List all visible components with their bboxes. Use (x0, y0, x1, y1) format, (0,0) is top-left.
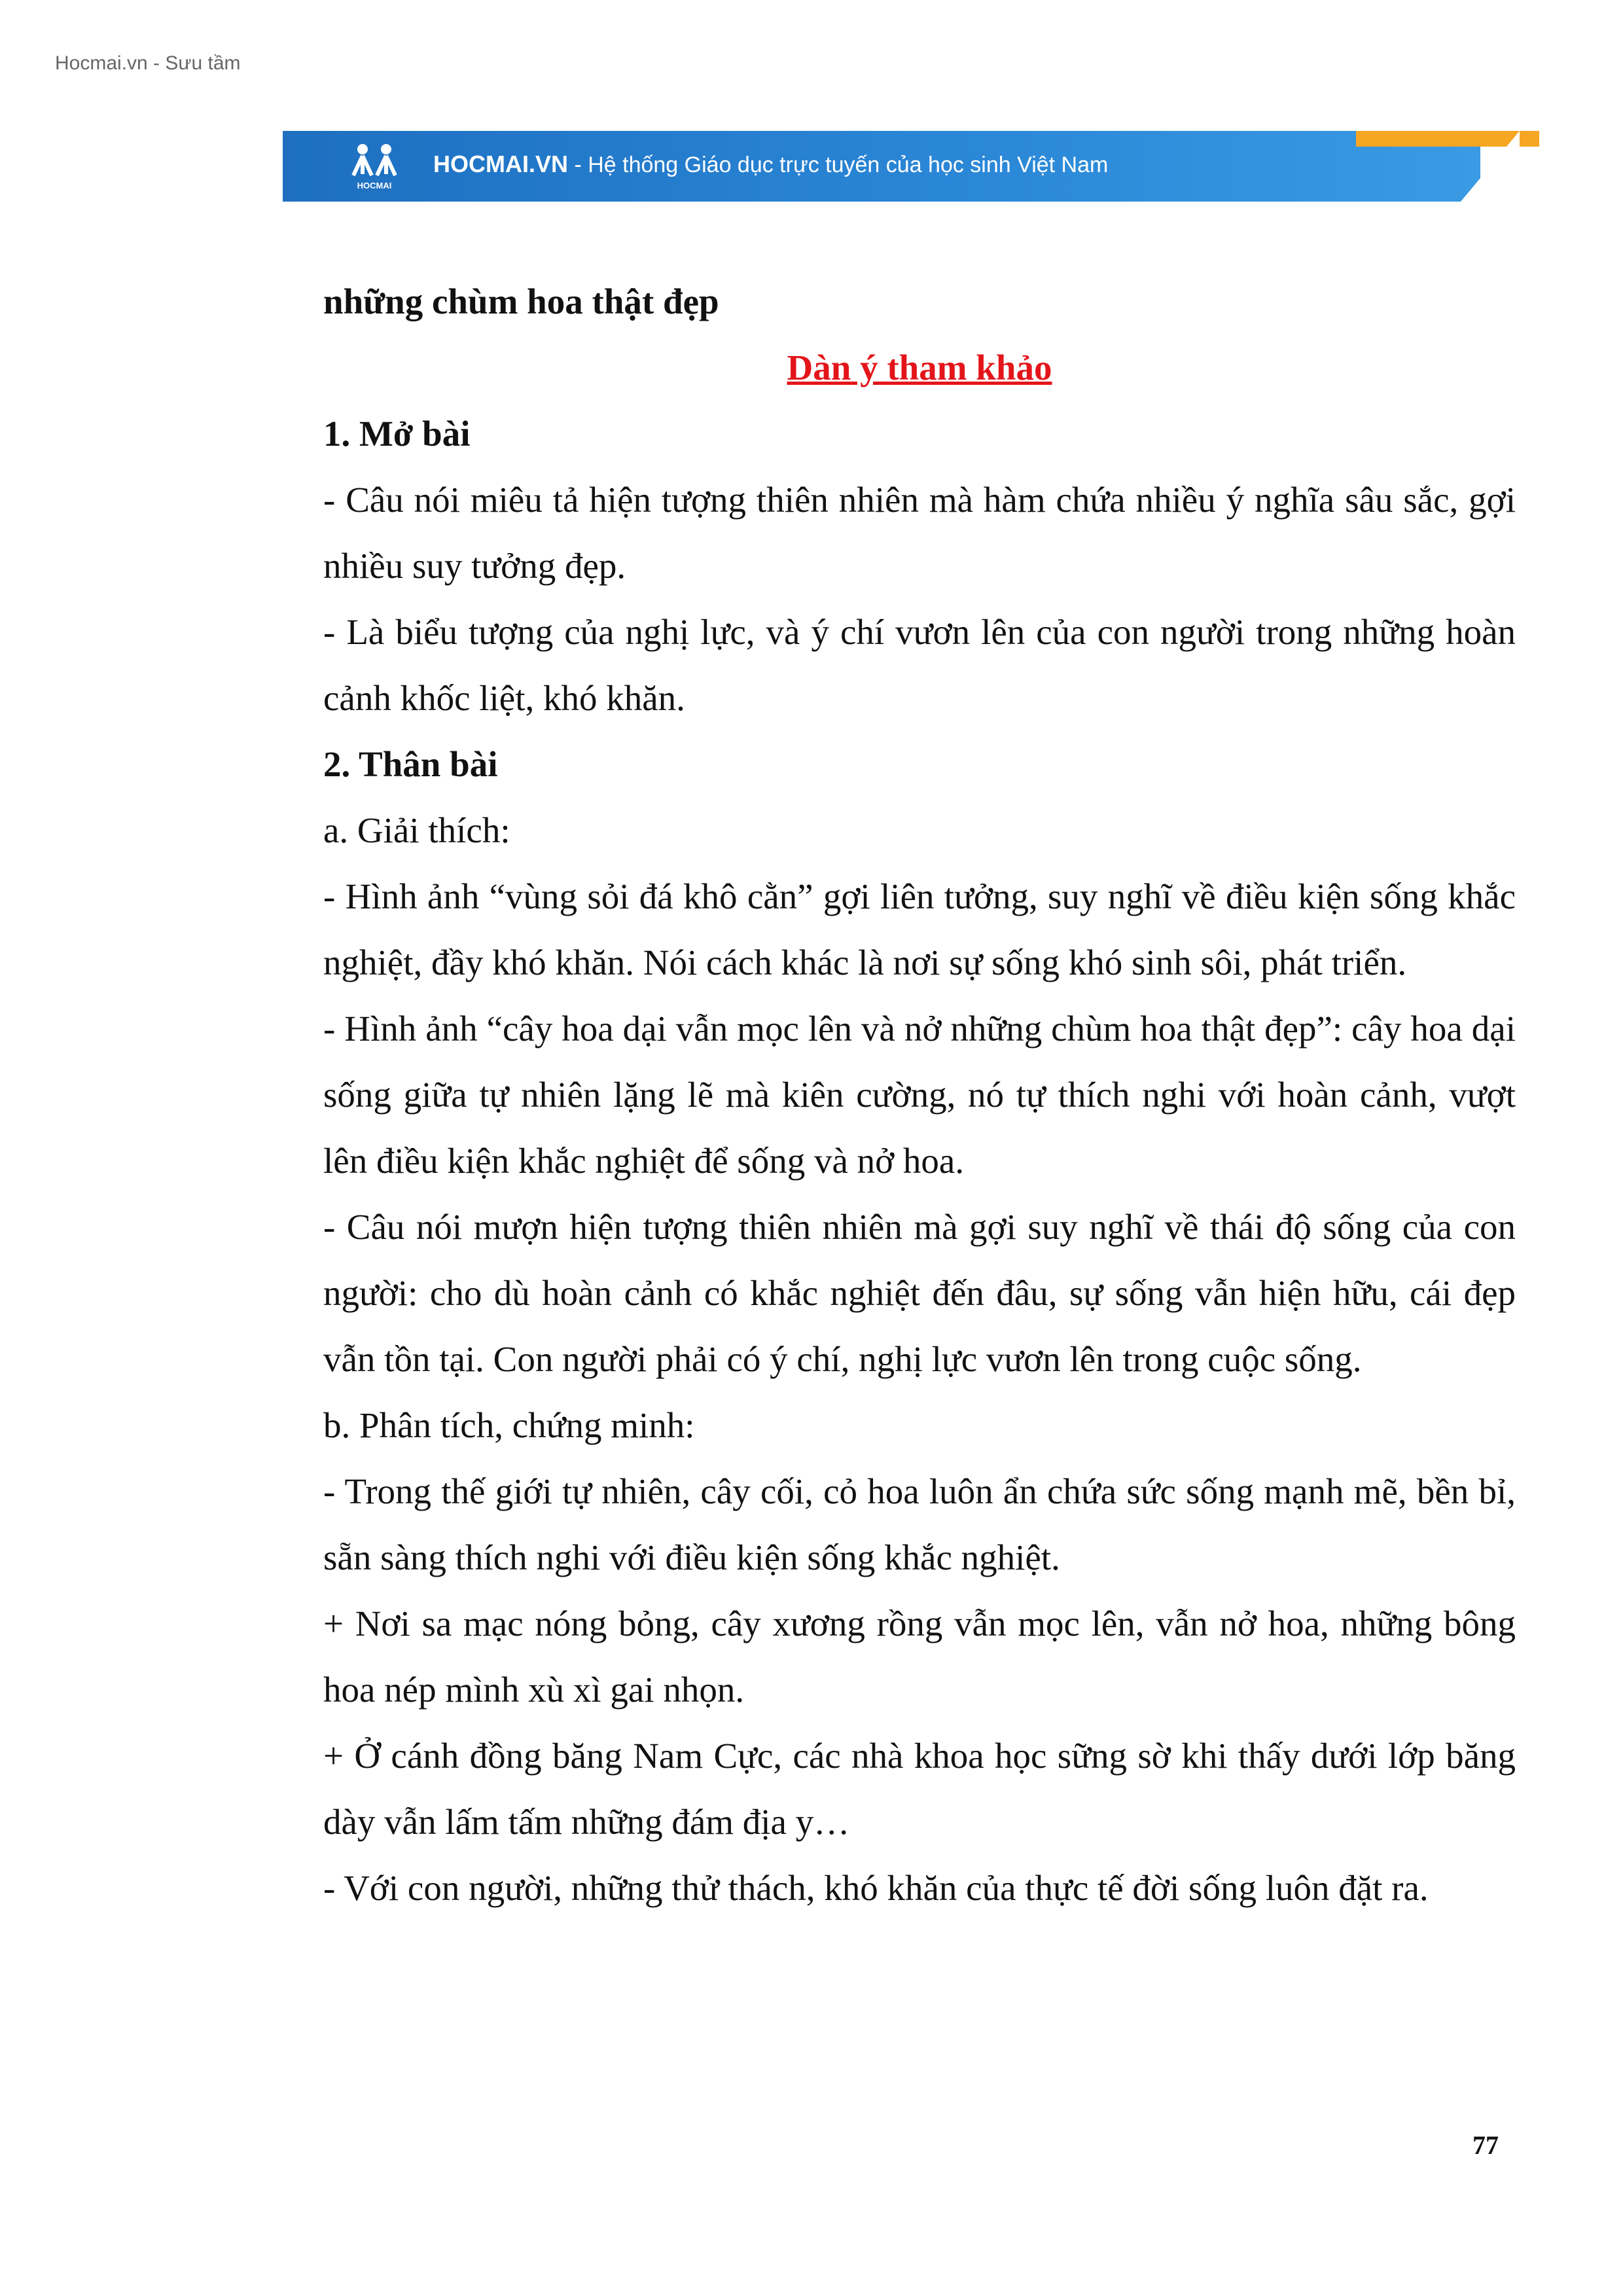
hocmai-logo-icon (348, 141, 401, 191)
paragraph: - Hình ảnh “vùng sỏi đá khô cằn” gợi liên tưởng, suy nghĩ về điều kiện sống khắc nghiệt, đầy khó khăn. Nói cách khác là nơi sự sống khó sinh sôi, phát triển. (323, 876, 1516, 982)
source-note: Hocmai.vn - Sưu tầm (55, 52, 241, 74)
banner-tagline: - Hệ thống Giáo dục trực tuyến của học sinh Việt Nam (568, 152, 1109, 177)
paragraph: + Ở cánh đồng băng Nam Cực, các nhà khoa học sững sờ khi thấy dưới lớp băng dày vẫn lấm tấm những đám địa y… (323, 1736, 1516, 1842)
paragraph: - Là biểu tượng của nghị lực, và ý chí vươn lên của con người trong những hoàn cảnh khốc liệt, khó khăn. (323, 612, 1516, 718)
header-banner (283, 131, 1539, 202)
subsection-heading: b. Phân tích, chứng minh: (323, 1405, 695, 1445)
paragraph: + Nơi sa mạc nóng bỏng, cây xương rồng vẫn mọc lên, vẫn nở hoa, những bông hoa nép mình xù xì gai nhọn. (323, 1604, 1516, 1710)
banner-text (433, 151, 1108, 178)
logo-wordmark: HOCMAI (357, 181, 392, 190)
outline-title: Dàn ý tham khảo (787, 348, 1052, 387)
paragraph: - Câu nói miêu tả hiện tượng thiên nhiên mà hàm chứa nhiều ý nghĩa sâu sắc, gợi nhiều suy tưởng đẹp. (323, 480, 1516, 586)
banner-diagonal-cut (1461, 131, 1520, 202)
paragraph: - Câu nói mượn hiện tượng thiên nhiên mà gợi suy nghĩ về thái độ sống của con người: cho dù hoàn cảnh có khắc nghiệt đến đâu, sự sống vẫn hiện hữu, cái đẹp vẫn tồn tại. Con người phải có ý chí, nghị lực vươn lên trong cuộc sống. (323, 1207, 1516, 1379)
paragraph: - Hình ảnh “cây hoa dại vẫn mọc lên và nở những chùm hoa thật đẹp”: cây hoa dại sống giữa tự nhiên lặng lẽ mà kiên cường, nó tự thích nghi với hoàn cảnh, vượt lên điều kiện khắc nghiệt để sống và nở hoa. (323, 1009, 1516, 1181)
paragraph: - Với con người, những thử thách, khó khăn của thực tế đời sống luôn đặt ra. (323, 1868, 1429, 1908)
continued-heading: những chùm hoa thật đẹp (323, 281, 719, 321)
paragraph: - Trong thế giới tự nhiên, cây cối, cỏ hoa luôn ẩn chứa sức sống mạnh mẽ, bền bỉ, sẵn sàng thích nghi với điều kiện sống khắc nghiệt. (323, 1471, 1516, 1577)
page-number: 77 (1472, 2130, 1499, 2160)
document-body (323, 268, 1516, 1921)
subsection-heading: a. Giải thích: (323, 810, 510, 850)
banner-brand: HOCMAI.VN (433, 151, 568, 177)
section-heading-body: 2. Thân bài (323, 744, 498, 784)
section-heading-intro: 1. Mở bài (323, 414, 471, 454)
